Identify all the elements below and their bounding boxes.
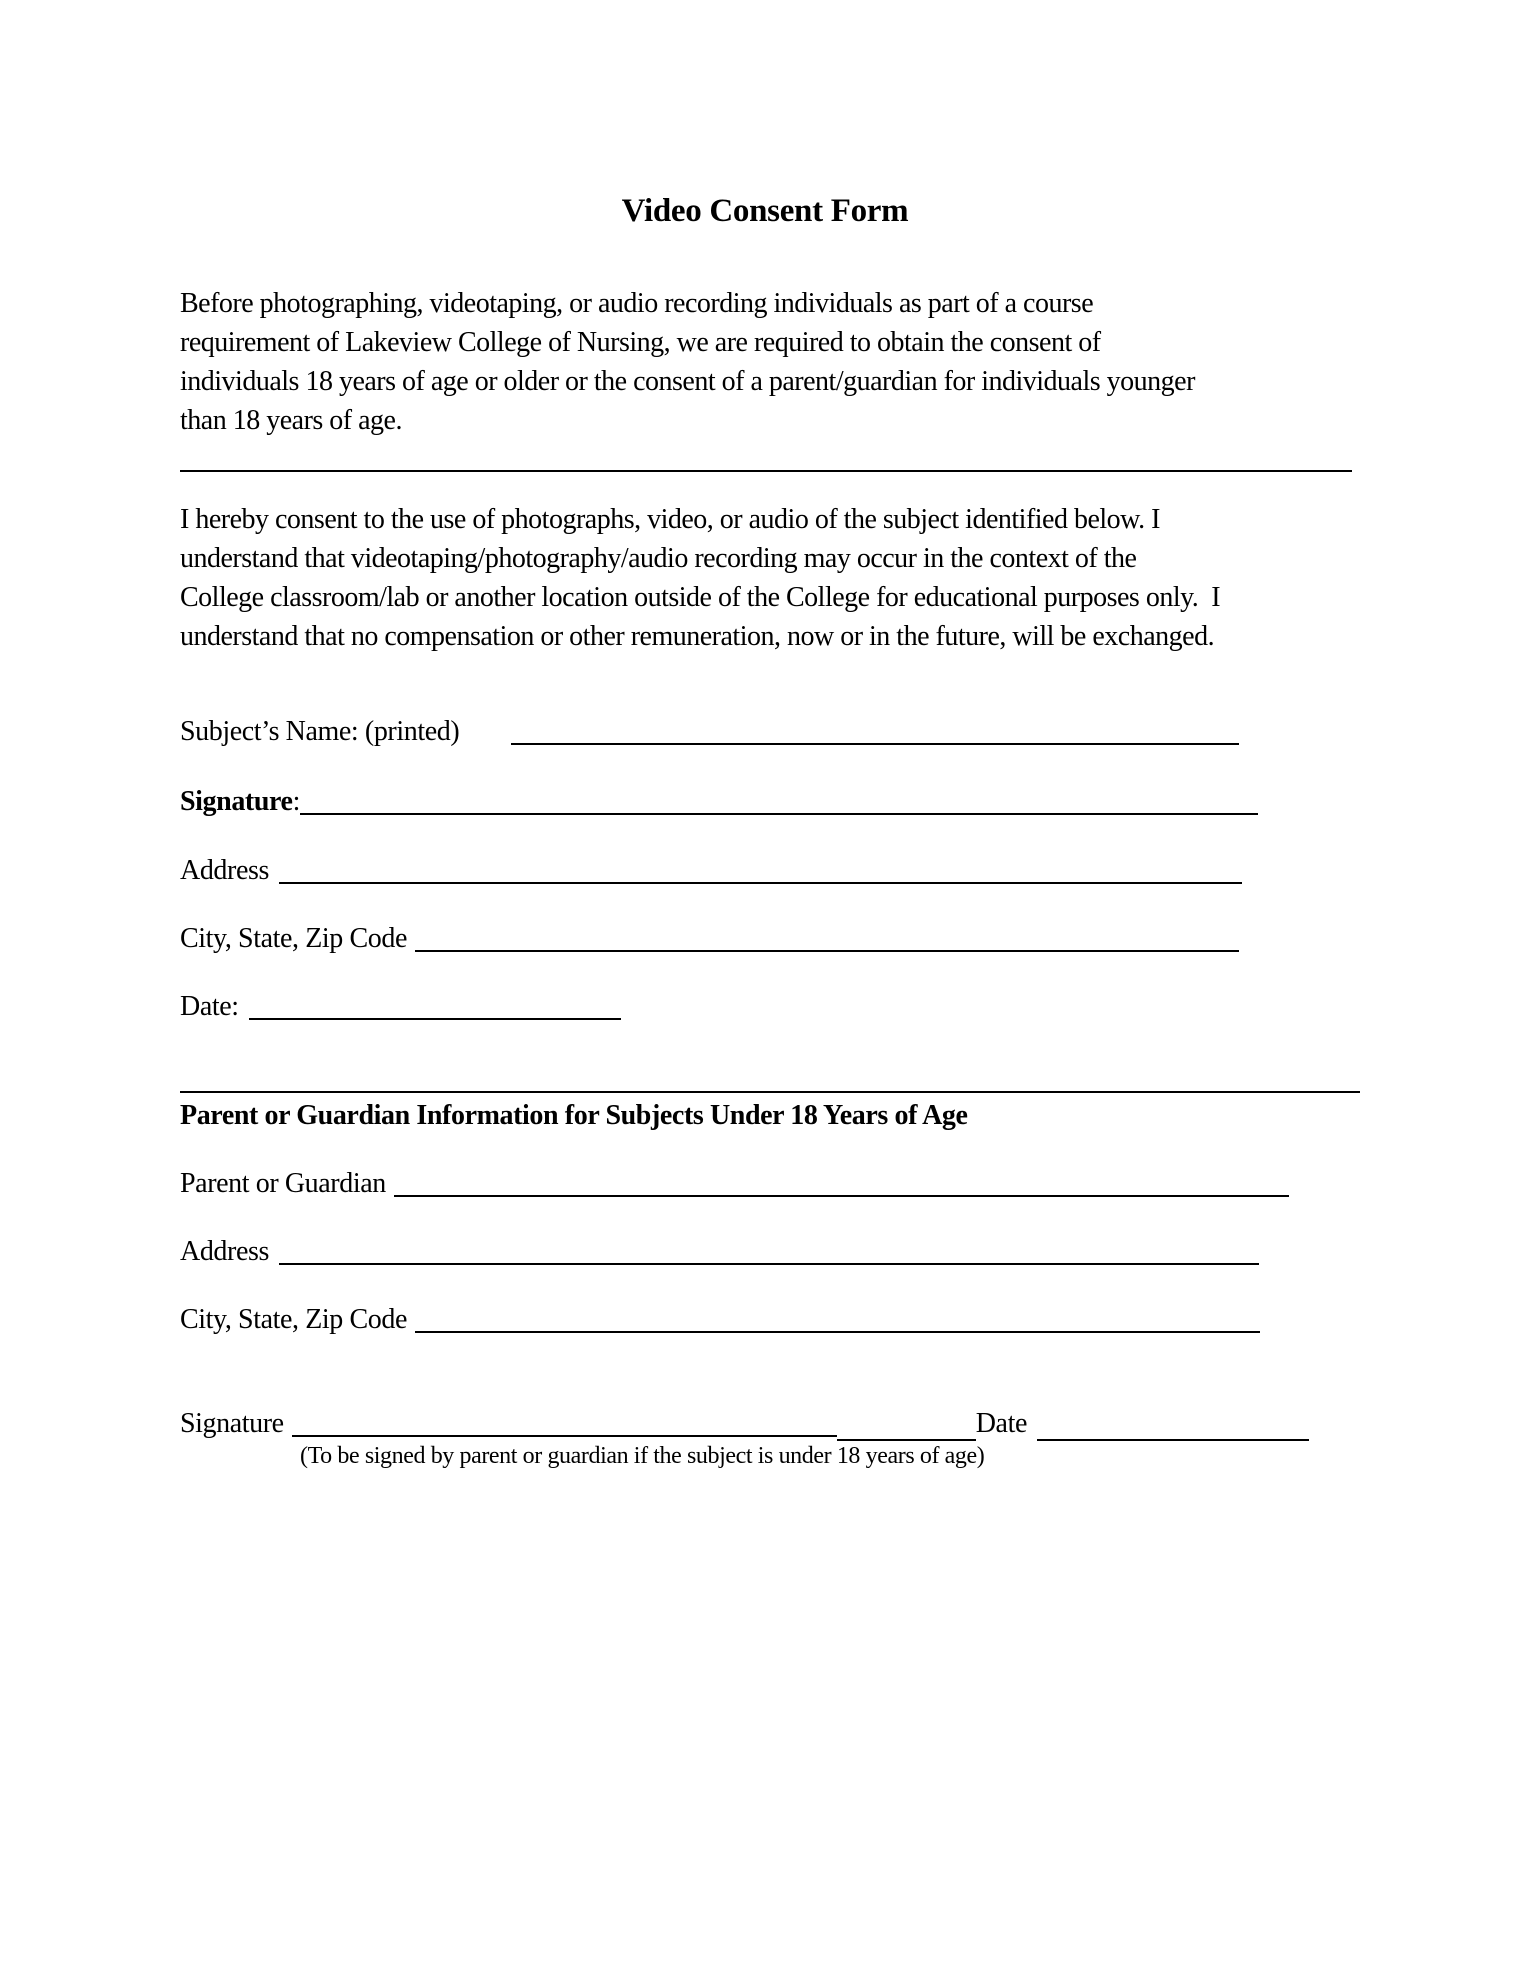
subject-address-label: Address bbox=[180, 855, 269, 886]
subject-signature-row bbox=[180, 784, 1258, 820]
subject-signature-colon: : bbox=[292, 786, 300, 817]
guardian-date-label: Date bbox=[975, 1408, 1027, 1439]
subject-name-label: Subject’s Name: (printed) bbox=[180, 716, 460, 747]
subject-address-field-line[interactable] bbox=[279, 882, 1242, 884]
page-title: Video Consent Form bbox=[621, 193, 909, 229]
section-divider-guardian bbox=[180, 1091, 1360, 1093]
intro-paragraph: Before photographing, videotaping, or audio recording individuals as part of a course requirement of Lakeview College of Nursing, we are required to obtain the consent of individuals 18 years of age or older or the consent of a parent/guardian for individuals younger than 18 years of age. bbox=[180, 288, 1195, 436]
subject-signature-field-line[interactable] bbox=[300, 813, 1258, 815]
subject-city-label: City, State, Zip Code bbox=[180, 923, 407, 954]
subject-name-field-line[interactable] bbox=[511, 743, 1239, 745]
subject-city-row bbox=[180, 921, 1239, 957]
subject-date-label: Date: bbox=[180, 991, 239, 1022]
guardian-name-field-line[interactable] bbox=[394, 1195, 1289, 1197]
guardian-name-label: Parent or Guardian bbox=[180, 1168, 386, 1199]
guardian-address-field-line[interactable] bbox=[279, 1263, 1259, 1265]
guardian-city-row bbox=[180, 1302, 1260, 1338]
subject-name-row bbox=[180, 714, 1239, 750]
consent-paragraph: I hereby consent to the use of photographs, video, or audio of the subject identified below. I understand that videotaping/photography/audio recording may occur in the context of the College classroom/lab or another location outside of the College for educational purposes only. I understand that no compensation or other remuneration, now or in the future, will be exchanged. bbox=[180, 504, 1221, 652]
guardian-signature-note: (To be signed by parent or guardian if the subject is under 18 years of age) bbox=[300, 1443, 985, 1469]
guardian-section-heading: Parent or Guardian Information for Subjects Under 18 Years of Age bbox=[180, 1100, 968, 1131]
guardian-city-label: City, State, Zip Code bbox=[180, 1304, 407, 1335]
guardian-name-row bbox=[180, 1166, 1289, 1202]
guardian-address-row bbox=[180, 1234, 1259, 1270]
guardian-signature-date-row bbox=[180, 1406, 1309, 1442]
guardian-city-field-line[interactable] bbox=[415, 1331, 1260, 1333]
subject-address-row bbox=[180, 853, 1242, 889]
section-divider-top bbox=[180, 470, 1352, 472]
subject-signature-label: Signature bbox=[180, 786, 293, 817]
guardian-signature-field-line[interactable] bbox=[292, 1435, 837, 1437]
subject-date-field-line[interactable] bbox=[249, 1018, 621, 1020]
subject-date-row bbox=[180, 989, 621, 1025]
guardian-signature-label: Signature bbox=[180, 1408, 284, 1439]
guardian-address-label: Address bbox=[180, 1236, 269, 1267]
subject-city-field-line[interactable] bbox=[415, 950, 1239, 952]
guardian-date-field-line[interactable] bbox=[1037, 1439, 1309, 1441]
